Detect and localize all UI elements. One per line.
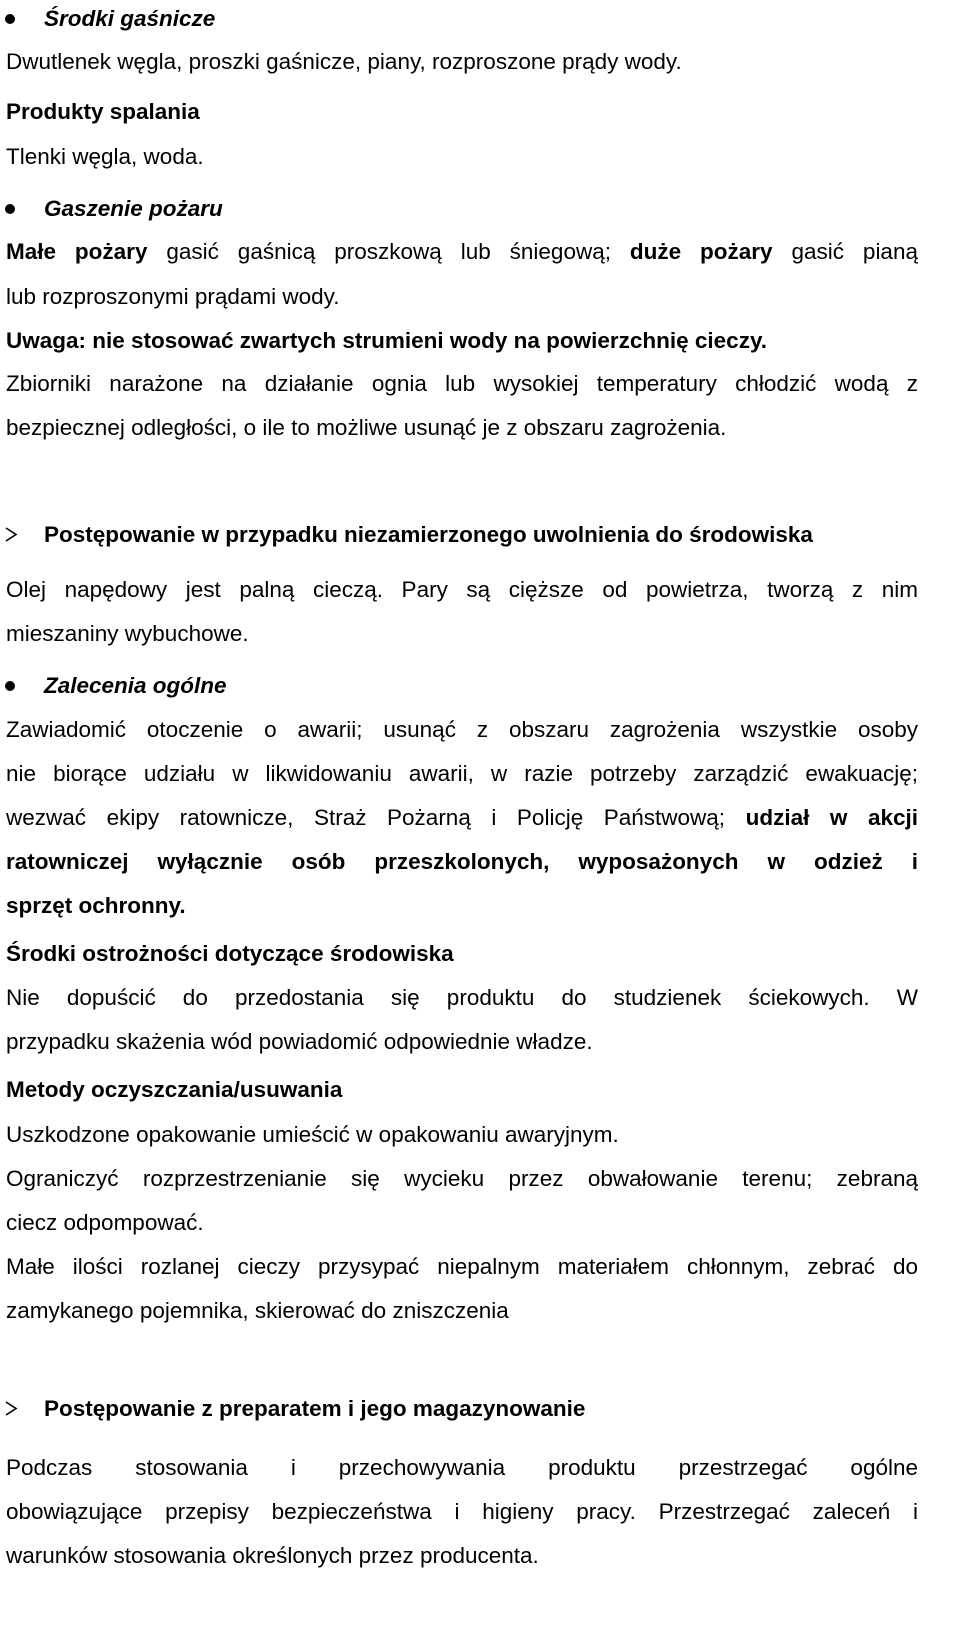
paragraph-line: Uszkodzone opakowanie umieścić w opakowaniu awaryjnym. bbox=[6, 1122, 619, 1147]
text: gasić gaśnicą proszkową lub śniegową; bbox=[147, 239, 630, 264]
bullet-dot-icon bbox=[4, 195, 18, 222]
paragraph-line: obowiązujące przepisy bezpieczeństwa i higieny pracy. Przestrzegać zaleceń i bbox=[6, 1499, 918, 1524]
arrow-bullet-icon bbox=[4, 1395, 18, 1422]
paragraph-line: Zbiorniki narażone na działanie ognia lub wysokiej temperatury chłodzić wodą z bbox=[6, 371, 918, 396]
heading-general-recommendations: Zalecenia ogólne bbox=[44, 673, 227, 698]
paragraph-line: Ograniczyć rozprzestrzenianie się wycieku przez obwałowanie terenu; zebraną bbox=[6, 1166, 918, 1191]
paragraph-line: Podczas stosowania i przechowywania produktu przestrzegać ogólne bbox=[6, 1455, 918, 1480]
bold-text: duże pożary bbox=[629, 239, 773, 264]
paragraph-line: Dwutlenek węgla, proszki gaśnicze, piany, rozproszone prądy wody. bbox=[6, 49, 682, 74]
paragraph-line: Małe ilości rozlanej cieczy przysypać niepalnym materiałem chłonnym, zebrać do bbox=[6, 1254, 918, 1279]
paragraph-line: zamykanego pojemnika, skierować do zniszczenia bbox=[6, 1298, 509, 1323]
heading-handling-storage: Postępowanie z preparatem i jego magazynowanie bbox=[44, 1396, 586, 1421]
paragraph-line bbox=[6, 238, 918, 265]
bullet-dot-icon bbox=[4, 672, 18, 699]
heading-environmental-precautions: Środki ostrożności dotyczące środowiska bbox=[6, 941, 454, 966]
heading-firefighting: Gaszenie pożaru bbox=[44, 196, 223, 221]
paragraph-line: lub rozproszonymi prądami wody. bbox=[6, 284, 340, 309]
paragraph-line: warunków stosowania określonych przez producenta. bbox=[6, 1543, 539, 1568]
paragraph-line: nie biorące udziału w likwidowaniu awarii, w razie potrzeby zarządzić ewakuację; bbox=[6, 761, 918, 786]
heading-extinguishing-media: Środki gaśnicze bbox=[44, 6, 216, 31]
paragraph-line: sprzęt ochronny. bbox=[6, 893, 186, 918]
text: gasić pianą bbox=[772, 239, 918, 264]
arrow-bullet-icon bbox=[4, 521, 18, 548]
bold-text: Małe pożary bbox=[6, 239, 148, 264]
paragraph-line: Nie dopuścić do przedostania się produktu do studzienek ściekowych. W bbox=[6, 985, 918, 1010]
paragraph-line: ratowniczej wyłącznie osób przeszkolonych, wyposażonych w odzież i bbox=[6, 849, 918, 874]
paragraph-line: przypadku skażenia wód powiadomić odpowiednie władze. bbox=[6, 1029, 593, 1054]
paragraph-line: Tlenki węgla, woda. bbox=[6, 144, 204, 169]
text: wezwać ekipy ratownicze, Straż Pożarną i Policję Państwową; bbox=[6, 805, 746, 830]
bold-text: udział w akcji bbox=[745, 805, 918, 830]
subheading-combustion-products: Produkty spalania bbox=[6, 99, 200, 124]
paragraph-line: bezpiecznej odległości, o ile to możliwe usunąć je z obszaru zagrożenia. bbox=[6, 415, 727, 440]
paragraph-line bbox=[6, 804, 918, 831]
paragraph-line: Olej napędowy jest palną cieczą. Pary są cięższe od powietrza, tworzą z nim bbox=[6, 577, 918, 602]
bullet-dot-icon bbox=[4, 5, 18, 32]
paragraph-line: ciecz odpompować. bbox=[6, 1210, 204, 1235]
heading-cleanup-methods: Metody oczyszczania/usuwania bbox=[6, 1077, 343, 1102]
warning-line: Uwaga: nie stosować zwartych strumieni wody na powierzchnię cieczy. bbox=[6, 328, 768, 353]
heading-accidental-release: Postępowanie w przypadku niezamierzonego uwolnienia do środowiska bbox=[44, 522, 813, 547]
paragraph-line: Zawiadomić otoczenie o awarii; usunąć z obszaru zagrożenia wszystkie osoby bbox=[6, 717, 918, 742]
paragraph-line: mieszaniny wybuchowe. bbox=[6, 621, 249, 646]
